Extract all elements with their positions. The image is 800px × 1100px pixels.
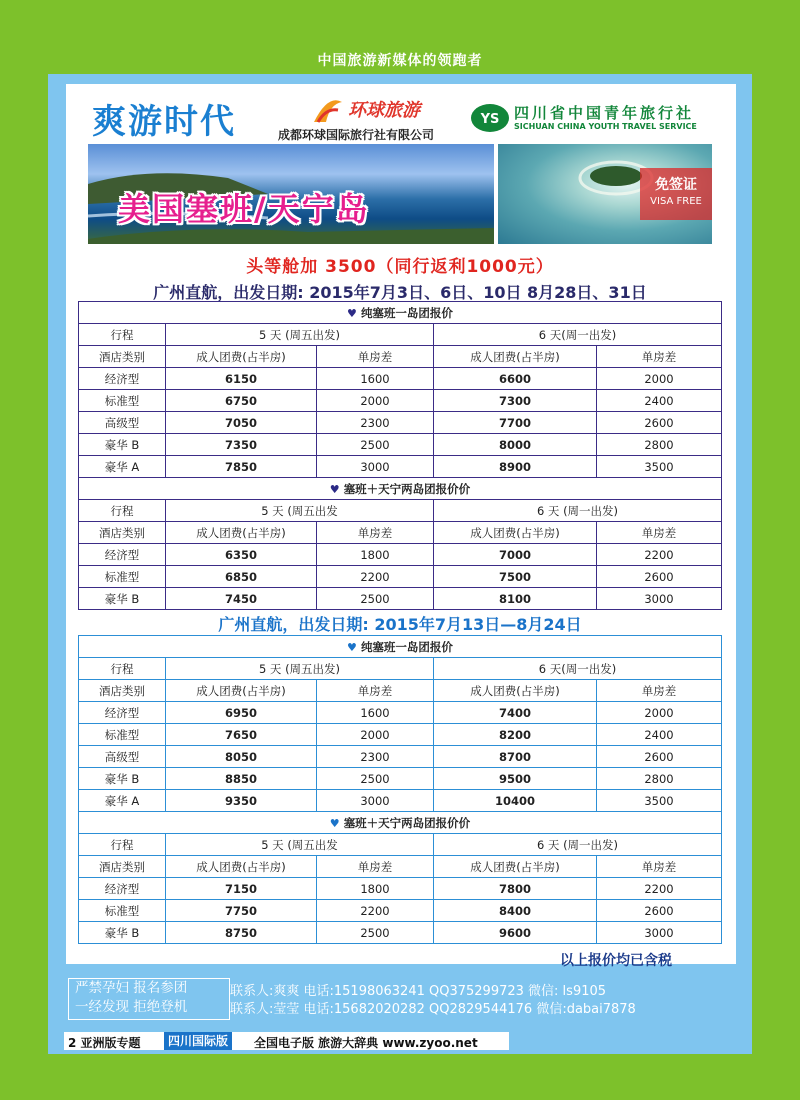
heart-icon: ♥ (329, 816, 340, 830)
header-cell: 5 天 (周五出发) (166, 658, 434, 680)
price-cell: 3000 (597, 922, 722, 944)
price-cell: 7450 (166, 588, 317, 610)
price-cell: 2400 (597, 390, 722, 412)
table-row (79, 746, 722, 768)
price-cell: 3000 (317, 456, 434, 478)
table-header-row (79, 324, 722, 346)
table-row (79, 544, 722, 566)
price-cell: 6950 (166, 702, 317, 724)
footer-page: 2 亚洲版专题 (68, 1036, 141, 1050)
price-cell: 3500 (597, 456, 722, 478)
subheader-cell: 酒店类别 (79, 346, 166, 368)
footer-strip (64, 1032, 509, 1050)
price-cell: 2500 (317, 588, 434, 610)
table-row (79, 588, 722, 610)
huanqiu-logo-text: 环球旅游 (348, 100, 420, 121)
subheader-cell: 成人团费(占半房) (166, 856, 317, 878)
price-cell: 1800 (317, 878, 434, 900)
price-cell: 8850 (166, 768, 317, 790)
banner-title: 美国塞班/天宁岛 (118, 190, 370, 228)
hotel-class-cell: 经济型 (79, 878, 166, 900)
price-cell: 2500 (317, 922, 434, 944)
subheader-cell: 成人团费(占半房) (434, 522, 597, 544)
price-cell: 2500 (317, 434, 434, 456)
subheader-cell: 单房差 (597, 522, 722, 544)
price-cell: 7750 (166, 900, 317, 922)
table-title: 塞班＋天宁两岛团报价价 (343, 815, 471, 830)
price-cell: 7050 (166, 412, 317, 434)
price-cell: 2600 (597, 746, 722, 768)
brand-cyts (470, 100, 740, 140)
price-cell: 7850 (166, 456, 317, 478)
price-cell: 8750 (166, 922, 317, 944)
price-cell: 2200 (317, 900, 434, 922)
price-cell: 3000 (597, 588, 722, 610)
table-row (79, 368, 722, 390)
hotel-class-cell: 豪华 B (79, 434, 166, 456)
price-cell: 2800 (597, 434, 722, 456)
footer-site-link[interactable]: 全国电子版 旅游大辞典 www.zyoo.net (254, 1036, 478, 1050)
header-cell: 6 天 (周一出发) (434, 500, 722, 522)
header-cell: 5 天 (周五出发) (166, 324, 434, 346)
table-subheader-row (79, 522, 722, 544)
tax-included-note: 以上报价均已含税 (560, 953, 672, 969)
table-row (79, 434, 722, 456)
brand-shuangyou: 爽游时代 (92, 102, 236, 142)
table-row (79, 412, 722, 434)
table-header-row (79, 658, 722, 680)
table-header-row (79, 834, 722, 856)
header-cell: 5 天 (周五出发 (166, 500, 434, 522)
hotel-class-cell: 标准型 (79, 390, 166, 412)
visa-free-en: VISA FREE (650, 196, 702, 207)
price-cell: 2000 (597, 702, 722, 724)
price-cell: 7350 (166, 434, 317, 456)
heart-icon: ♥ (329, 482, 340, 496)
heart-icon: ♥ (347, 640, 357, 654)
price-cell: 8900 (434, 456, 597, 478)
table-row (79, 724, 722, 746)
price-cell: 7150 (166, 878, 317, 900)
price-cell: 6750 (166, 390, 317, 412)
table-title-row (79, 812, 722, 834)
header-cell: 6 天(周一出发) (434, 658, 722, 680)
table-title: 塞班＋天宁两岛团报价价 (343, 481, 471, 496)
price-cell: 2300 (317, 746, 434, 768)
header-cell: 行程 (79, 500, 166, 522)
slogan: 中国旅游新媒体的领跑者 (317, 53, 483, 69)
subheader-cell: 酒店类别 (79, 522, 166, 544)
visa-free-cn: 免签证 (655, 177, 697, 193)
price-cell: 8200 (434, 724, 597, 746)
table-title-row (79, 302, 722, 324)
subheader-cell: 单房差 (317, 856, 434, 878)
price-cell: 2200 (597, 878, 722, 900)
table-row (79, 768, 722, 790)
table-subheader-row (79, 680, 722, 702)
price-cell: 3000 (317, 790, 434, 812)
hotel-class-cell: 经济型 (79, 368, 166, 390)
price-cell: 8100 (434, 588, 597, 610)
subheader-cell: 单房差 (597, 856, 722, 878)
price-cell: 1600 (317, 368, 434, 390)
price-cell: 2200 (597, 544, 722, 566)
subheader-cell: 成人团费(占半房) (166, 346, 317, 368)
price-cell: 6150 (166, 368, 317, 390)
subheader-cell: 酒店类别 (79, 680, 166, 702)
price-cell: 6600 (434, 368, 597, 390)
subheader-cell: 成人团费(占半房) (434, 346, 597, 368)
price-cell: 2600 (597, 566, 722, 588)
price-cell: 2300 (317, 412, 434, 434)
subheader-cell: 成人团费(占半房) (166, 522, 317, 544)
price-cell: 7400 (434, 702, 597, 724)
price-cell: 2400 (597, 724, 722, 746)
visa-free-badge (640, 168, 712, 220)
price-cell: 2200 (317, 566, 434, 588)
table-row (79, 566, 722, 588)
hotel-class-cell: 经济型 (79, 544, 166, 566)
hotel-class-cell: 豪华 B (79, 588, 166, 610)
price-cell: 2600 (597, 412, 722, 434)
header-cell: 6 天 (周一出发) (434, 834, 722, 856)
section2-price-table (78, 635, 722, 944)
price-cell: 9350 (166, 790, 317, 812)
price-cell: 2000 (597, 368, 722, 390)
hotel-class-cell: 经济型 (79, 702, 166, 724)
hotel-class-cell: 标准型 (79, 724, 166, 746)
hotel-class-cell: 标准型 (79, 566, 166, 588)
price-cell: 7650 (166, 724, 317, 746)
price-cell: 7800 (434, 878, 597, 900)
table-subheader-row (79, 346, 722, 368)
notice-line: 一经发现 拒绝登机 (75, 999, 188, 1015)
hotel-class-cell: 豪华 A (79, 790, 166, 812)
table-header-row (79, 500, 722, 522)
subheader-cell: 成人团费(占半房) (434, 680, 597, 702)
header-cell: 行程 (79, 834, 166, 856)
table-title-row (79, 636, 722, 658)
price-cell: 2500 (317, 768, 434, 790)
banner-photo-coast (88, 144, 494, 244)
price-cell: 2000 (317, 724, 434, 746)
subheader-cell: 酒店类别 (79, 856, 166, 878)
header-cell: 行程 (79, 324, 166, 346)
price-cell: 7000 (434, 544, 597, 566)
price-cell: 2600 (597, 900, 722, 922)
header-cell: 6 天(周一出发) (434, 324, 722, 346)
table-row (79, 456, 722, 478)
price-cell: 7300 (434, 390, 597, 412)
first-class-promo: 头等舱加 3500（同行返利1000元） (246, 257, 554, 277)
contact-line-1: 联系人:爽爽 电话:15198063241 QQ375299723 微信: ls9105 (230, 984, 607, 999)
price-cell: 3500 (597, 790, 722, 812)
table-row (79, 390, 722, 412)
price-cell: 8050 (166, 746, 317, 768)
price-cell: 7700 (434, 412, 597, 434)
cyts-name-en: SICHUAN CHINA YOUTH TRAVEL SERVICE (514, 122, 697, 131)
table-row (79, 878, 722, 900)
huanqiu-logo-icon (308, 92, 348, 126)
table-title: 纯塞班一岛团报价 (360, 305, 453, 320)
price-cell: 2000 (317, 390, 434, 412)
subheader-cell: 成人团费(占半房) (166, 680, 317, 702)
price-cell: 2800 (597, 768, 722, 790)
table-row (79, 790, 722, 812)
notice-line: 严禁孕妇 报名参团 (75, 980, 188, 996)
cyts-logo-icon (470, 102, 510, 134)
price-cell: 6350 (166, 544, 317, 566)
contact-line-2: 联系人:莹莹 电话:15682020282 QQ2829544176 微信:dabai7878 (230, 1002, 636, 1017)
footer-edition-tag: 四川国际版 (164, 1032, 232, 1050)
section2-date: 广州直航，出发日期: 2015年7月13日—8月24日 (218, 615, 582, 634)
price-cell: 1800 (317, 544, 434, 566)
table-title-row (79, 478, 722, 500)
price-cell: 7500 (434, 566, 597, 588)
section1-price-table (78, 301, 722, 610)
brand-huanqiu (278, 92, 468, 142)
price-cell: 10400 (434, 790, 597, 812)
subheader-cell: 单房差 (597, 680, 722, 702)
heart-icon: ♥ (347, 306, 357, 320)
hotel-class-cell: 豪华 B (79, 768, 166, 790)
table-title: 纯塞班一岛团报价 (360, 639, 453, 654)
price-cell: 9600 (434, 922, 597, 944)
price-cell: 9500 (434, 768, 597, 790)
subheader-cell: 单房差 (597, 346, 722, 368)
table-row (79, 900, 722, 922)
section1-date: 广州直航，出发日期: 2015年7月3日、6日、10日 8月28日、31日 (153, 283, 647, 302)
subheader-cell: 单房差 (317, 680, 434, 702)
hotel-class-cell: 标准型 (79, 900, 166, 922)
header-cell: 5 天 (周五出发 (166, 834, 434, 856)
svg-text:YS: YS (480, 112, 500, 127)
huanqiu-company-name: 成都环球国际旅行社有限公司 (278, 128, 435, 142)
price-cell: 1600 (317, 702, 434, 724)
subheader-cell: 成人团费(占半房) (434, 856, 597, 878)
pregnancy-notice (68, 978, 230, 1020)
table-subheader-row (79, 856, 722, 878)
cyts-name-cn: 四川省中国青年旅行社 (514, 104, 695, 122)
price-cell: 6850 (166, 566, 317, 588)
subheader-cell: 单房差 (317, 522, 434, 544)
hotel-class-cell: 豪华 B (79, 922, 166, 944)
price-cell: 8700 (434, 746, 597, 768)
subheader-cell: 单房差 (317, 346, 434, 368)
hotel-class-cell: 高级型 (79, 412, 166, 434)
hotel-class-cell: 豪华 A (79, 456, 166, 478)
table-row (79, 702, 722, 724)
hotel-class-cell: 高级型 (79, 746, 166, 768)
price-cell: 8400 (434, 900, 597, 922)
table-row (79, 922, 722, 944)
price-cell: 8000 (434, 434, 597, 456)
header-cell: 行程 (79, 658, 166, 680)
